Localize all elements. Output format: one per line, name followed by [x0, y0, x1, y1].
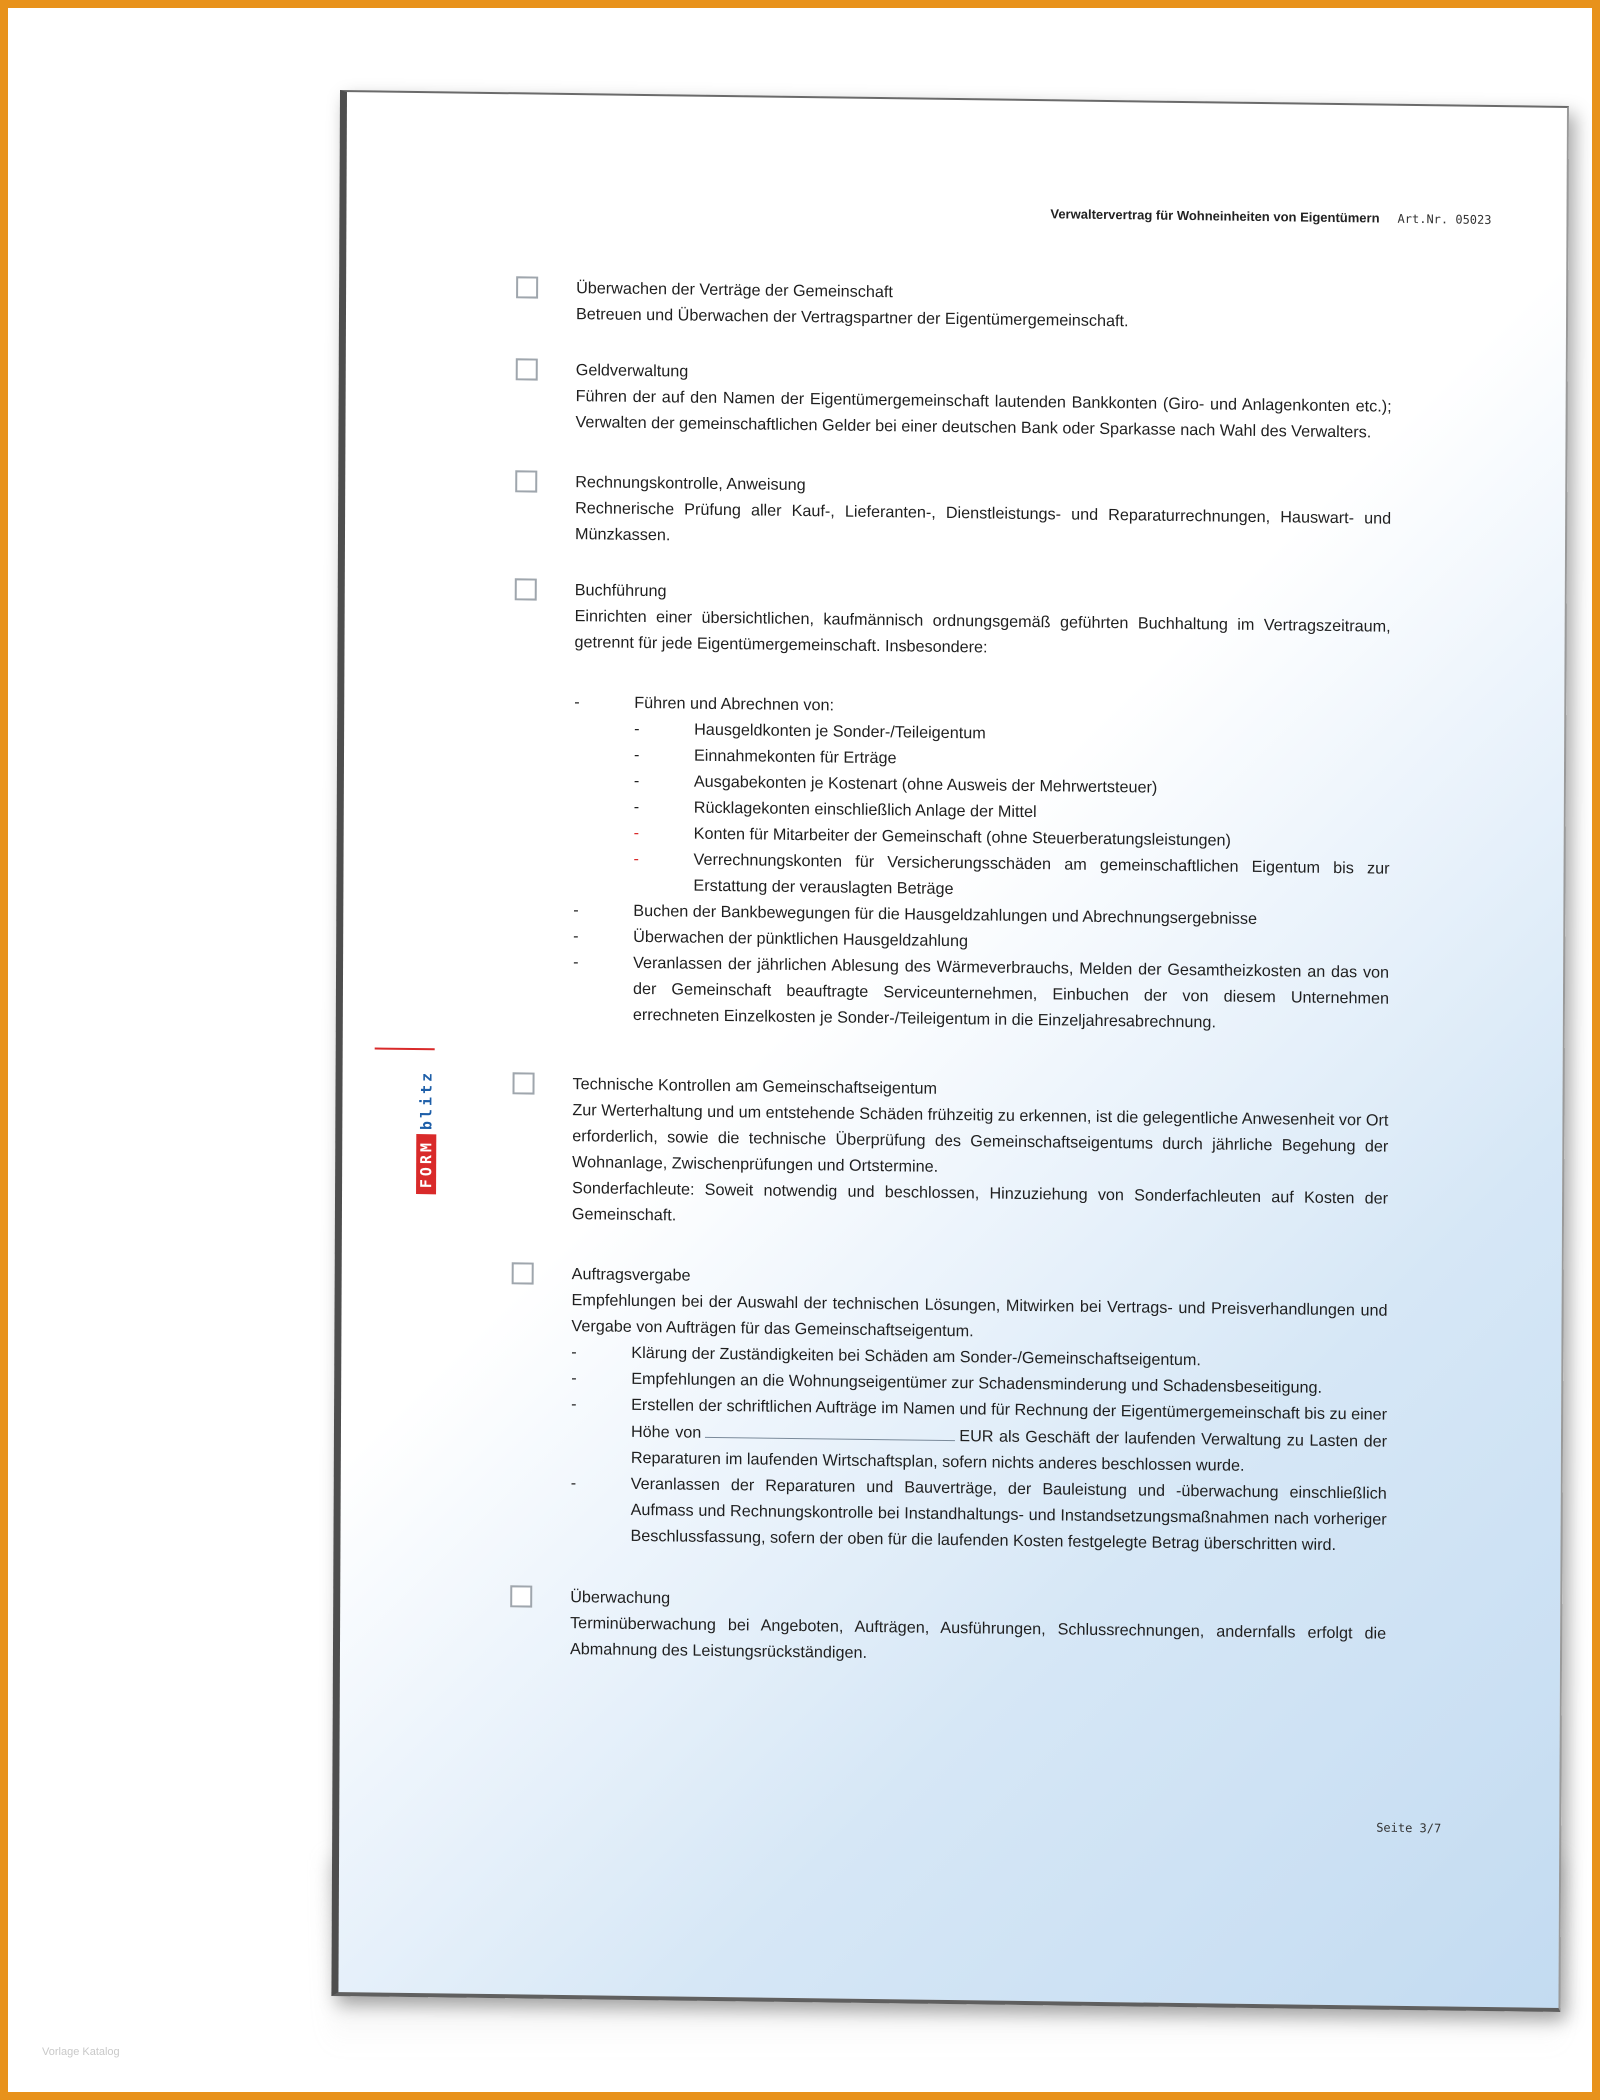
- section-text: Empfehlungen bei der Auswahl der technischen Lösungen, Mitwirken bei Vertrags- und Preisverhandlungen und Vergabe von Aufträgen für das Gemeinschaftseigentum.: [571, 1291, 1388, 1341]
- buchfuehrung-list: [513, 688, 1391, 1037]
- section-checkbox[interactable]: [516, 358, 538, 380]
- list-item: [511, 1390, 1387, 1480]
- section-text: Einrichten einer übersichtlichen, kaufmännisch ordnungsgemäß geführten Buchhaltung im Vertragszeitraum, getrennt für jede Eigentümergemeinschaft. Insbesondere:: [574, 607, 1391, 657]
- logo-part-blitz: blitz: [417, 1069, 436, 1131]
- section-checkbox[interactable]: [516, 276, 538, 298]
- section-geldverwaltung: [515, 356, 1391, 445]
- section-title: Buchführung: [574, 581, 667, 601]
- list-item: - Buchen der Bankbewegungen für die Hausgeldzahlungen und Abrechnungsergebnisse: [513, 896, 1389, 933]
- list-item-text: Erstellen der schriftlichen Aufträge im Namen und für Rechnung der Eigentümergemeinschaft bis zu einer Höhe von: [630, 1395, 1388, 1442]
- section-text: Zur Werterhaltung und um entstehende Schäden frühzeitig zu erkennen, ist die gelegentliche Anwesenheit vor Ort erforderlich, sowie die technische Überprüfung des Gemeinschaftseigentums durch jährliche Begehung der Wohnanlage, Zwischenprüfungen und Ortstermine.: [572, 1101, 1389, 1176]
- section-text: Betreuen und Überwachen der Vertragspartner der Eigentümergemeinschaft.: [575, 305, 1129, 331]
- list-item: - Klärung der Zuständigkeiten bei Schäden am Sonder-/Gemeinschaftseigentum.: [511, 1338, 1387, 1375]
- list-item: - Überwachen der pünktlichen Hausgeldzahlung: [513, 922, 1389, 959]
- section-buchfuehrung: [513, 576, 1391, 1037]
- section-checkbox[interactable]: [510, 1585, 532, 1607]
- sub-list-item: - Konten für Mitarbeiter der Gemeinschaft (ohne Steuerberatungsleistungen): [634, 820, 1390, 856]
- document-body: [510, 274, 1392, 1698]
- section-technische-kontrollen: [512, 1070, 1389, 1237]
- section-rechnungskontrolle: [515, 468, 1391, 557]
- section-vertraege: [516, 274, 1392, 337]
- section-text: Führen der auf den Namen der Eigentümergemeinschaft lautenden Bankkonten (Giro- und Anlagenkonten etc.); Verwalten der gemeinschaftlichen Gelder bei einer deutschen Bank oder Sparkasse nach Wahl des Verwalters.: [575, 387, 1392, 442]
- section-text: Terminüberwachung bei Angeboten, Aufträgen, Ausführungen, Schlussrechnungen, andernfalls erfolgt die Abmahnung des Leistungsrückständigen.: [569, 1614, 1387, 1662]
- section-checkbox[interactable]: [515, 578, 537, 600]
- section-title: Geldverwaltung: [575, 361, 689, 381]
- section-title: Überwachen der Verträge der Gemeinschaft: [576, 279, 893, 302]
- section-text: Rechnerische Prüfung aller Kauf-, Lieferanten-, Dienstleistungs- und Reparaturrechnungen, Hauswart- und Münzkassen.: [574, 499, 1392, 545]
- logo-part-form: FORM: [416, 1134, 436, 1194]
- section-ueberwachung: [510, 1583, 1386, 1672]
- sub-list-item: - Rücklagekonten einschließlich Anlage der Mittel: [634, 794, 1390, 830]
- section-checkbox[interactable]: [515, 470, 537, 492]
- section-title: Auftragsvergabe: [571, 1265, 691, 1285]
- list-item: [513, 688, 1390, 907]
- logo-text: [416, 1046, 437, 1194]
- list-item: - Veranlassen der Reparaturen und Bauverträge, der Bauleistung und -überwachung einschließlich Aufmass und Rechnungskontrolle bei Instandhaltungs- und Instandsetzungsmaßnahmen nach vorheriger Beschlussfassung, sofern der oben für die laufenden Kosten festgelegte Betrag überschritten wird.: [510, 1469, 1386, 1558]
- section-auftragsvergabe: [510, 1260, 1387, 1558]
- section-text-sonderfachleute: Sonderfachleute: Soweit notwendig und beschlossen, Hinzuziehung von Sonderfachleuten auf Kosten der Gemeinschaft.: [571, 1179, 1389, 1225]
- formblitz-logo: [416, 1048, 437, 1196]
- auftragsvergabe-list: [510, 1338, 1387, 1558]
- sub-list-item: - Hausgeldkonten je Sonder-/Teileigentum: [634, 716, 1390, 752]
- document-title: Verwaltervertrag für Wohneinheiten von Eigentümern: [1050, 206, 1380, 226]
- page-number: Seite 3/7: [1376, 1820, 1442, 1836]
- list-item: - Empfehlungen an die Wohnungseigentümer zur Schadensminderung und Schadensbeseitigung.: [511, 1364, 1387, 1401]
- sub-list: [633, 716, 1390, 908]
- list-item-text: EUR als Geschäft der laufenden Verwaltung zu Lasten der Reparaturen im laufenden Wirtschaftsplan, sofern nichts anderes beschlossen wurde.: [630, 1427, 1388, 1475]
- sub-list-item: - Verrechnungskonten für Versicherungsschäden am gemeinschaftlichen Eigentum bis zur Erstattung der verauslagten Beträge: [633, 846, 1389, 908]
- sub-list-item: - Einnahmekonten für Erträge: [634, 742, 1390, 778]
- section-title: Rechnungskontrolle, Anweisung: [575, 473, 806, 495]
- list-item-text: Führen und Abrechnen von:: [634, 693, 835, 715]
- section-title: Technische Kontrollen am Gemeinschaftseigentum: [572, 1075, 938, 1098]
- section-checkbox[interactable]: [512, 1262, 534, 1284]
- sub-list-item: - Ausgabekonten je Kostenart (ohne Ausweis der Mehrwertsteuer): [634, 768, 1390, 804]
- list-item: - Veranlassen der jährlichen Ablesung des Wärmeverbrauchs, Melden der Gesamtheizkosten an das von der Gemeinschaft beauftragte Serviceunternehmen, Einbuchen der von diesem Unternehmen errechneten Einzelkosten je Sonder-/Teileigentum in die Einzeljahresabrechnung.: [513, 948, 1389, 1037]
- watermark-text: Vorlage Katalog: [42, 2046, 120, 2058]
- document-page: [331, 90, 1569, 2012]
- section-checkbox[interactable]: [512, 1072, 534, 1094]
- amount-blank-field[interactable]: [705, 1419, 955, 1441]
- article-number: Art.Nr. 05023: [1397, 211, 1492, 227]
- page-header: [1050, 206, 1491, 227]
- section-title: Überwachung: [570, 1588, 671, 1608]
